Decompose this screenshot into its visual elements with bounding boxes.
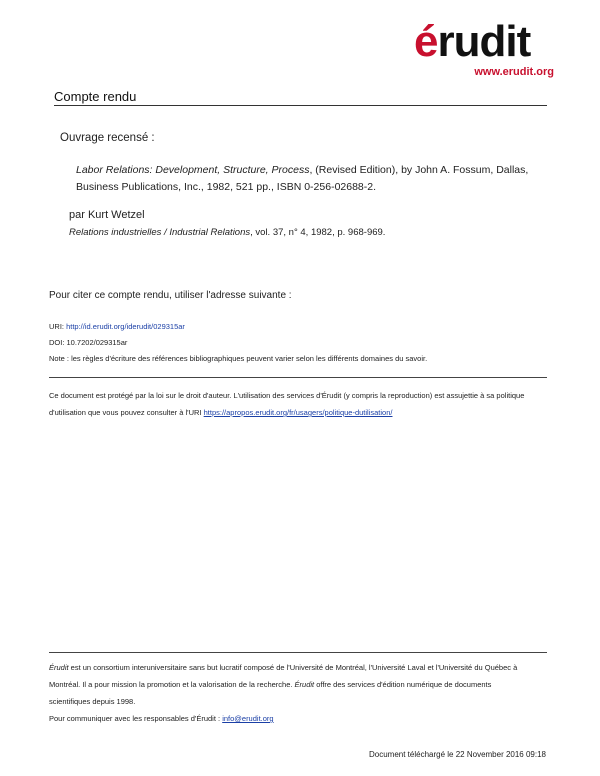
uri-label: URI: <box>49 322 67 331</box>
footer-line-3: scientifiques depuis 1998. <box>49 697 136 706</box>
cite-intro: Pour citer ce compte rendu, utiliser l'adresse suivante : <box>49 290 292 301</box>
book-title: Labor Relations: Development, Structure, Process <box>76 164 310 176</box>
footer-line-2: Montréal. Il a pour mission la promotion et la valorisation de la recherche. Érudit offre des services d'édition numérique de documents <box>49 680 492 689</box>
doi-line: DOI: 10.7202/029315ar <box>49 338 128 347</box>
policy-link[interactable]: https://apropos.erudit.org/fr/usagers/politique-dutilisation/ <box>203 408 393 417</box>
contact-email-link[interactable]: info@erudit.org <box>222 714 274 723</box>
journal-details: , vol. 37, n° 4, 1982, p. 968-969. <box>250 227 386 238</box>
divider-bottom <box>49 652 547 653</box>
uri-link[interactable]: http://id.erudit.org/iderudit/029315ar <box>66 322 185 331</box>
review-author: par Kurt Wetzel <box>69 209 145 221</box>
book-details: , (Revised Edition), by John A. Fossum, Dallas, Business Publications, Inc., 1982, 521 pp., ISBN 0-256-02688-2. <box>76 164 529 193</box>
journal-reference <box>69 227 385 238</box>
erudit-logo <box>414 17 554 80</box>
erudit-wordmark: érudit <box>414 17 531 66</box>
section-title: Compte rendu <box>54 89 137 104</box>
footer-line-1: Érudit est un consortium interuniversitaire sans but lucratif composé de l'Université de Montréal, l'Université Laval et l'Université du Québec à <box>49 663 518 672</box>
journal-title: Relations industrielles / Industrial Relations <box>69 227 251 238</box>
footer-info <box>49 659 549 727</box>
copyright-text: Ce document est protégé par la loi sur le droit d'auteur. L'utilisation des services d'Érudit (y compris la reproduction) est assujettie à sa politique d'utilisation que vous pouvez consulter à l'URI <box>49 391 525 417</box>
download-timestamp: Document téléchargé le 22 November 2016 09:18 <box>369 750 546 759</box>
divider-top <box>54 105 547 106</box>
erudit-url: www.erudit.org <box>474 66 554 78</box>
copyright-notice <box>49 387 549 421</box>
ouvrage-label: Ouvrage recensé : <box>60 132 155 144</box>
uri-line <box>49 322 185 331</box>
divider-middle <box>49 377 547 378</box>
footer-contact: Pour communiquer avec les responsables d'Érudit : info@erudit.org <box>49 714 274 723</box>
book-citation <box>76 162 546 196</box>
note-line: Note : les règles d'écriture des références bibliographiques peuvent varier selon les différents domaines du savoir. <box>49 354 428 363</box>
